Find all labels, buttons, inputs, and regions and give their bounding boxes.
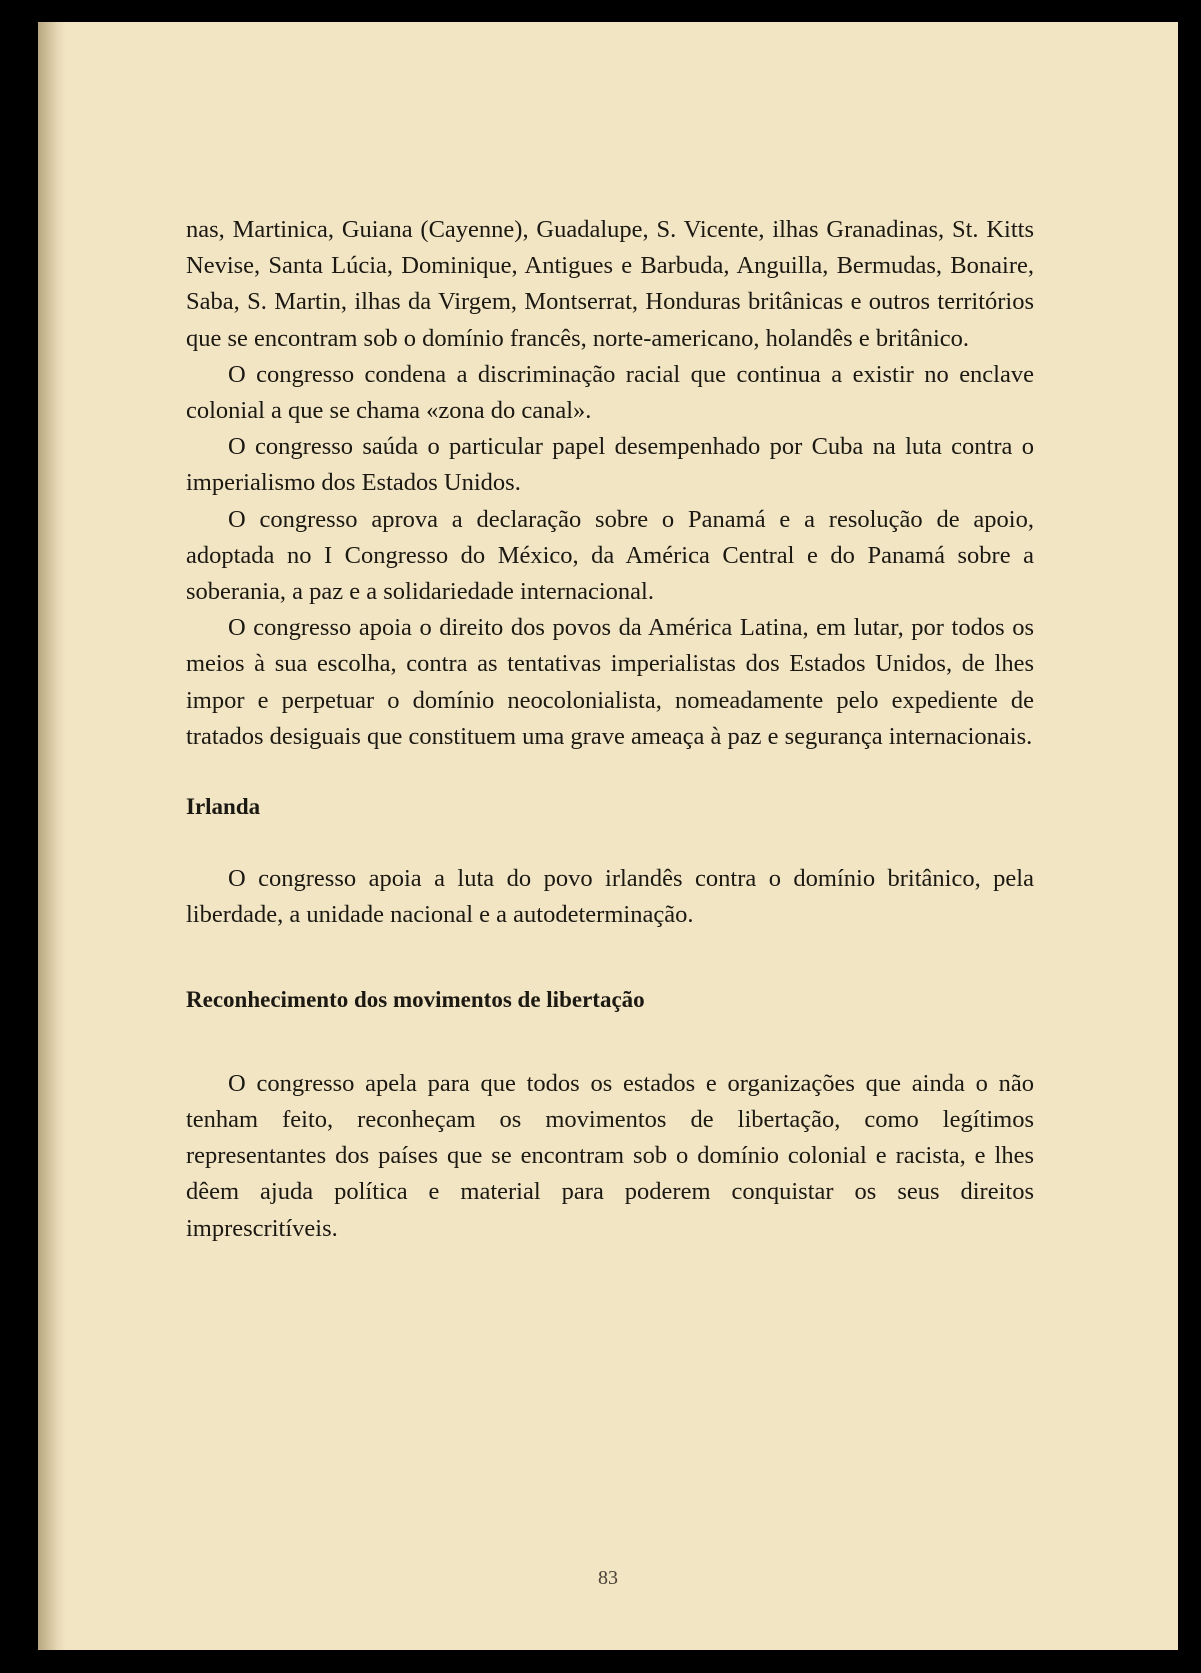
- paragraph-panama: O congresso aprova a declaração sobre o Panamá e a resolução de apoio, adoptada no I Congresso do México, da América Central e do Panamá sobre a soberania, a paz e a solidariedade internacional.: [186, 505, 1034, 606]
- paragraph-irlanda: O congresso apoia a luta do povo irlandês contra o domínio britânico, pela liberdade, a unidade nacional e a autodeterminação.: [186, 865, 1034, 929]
- book-page: [38, 22, 1178, 1650]
- body-text: [186, 212, 1034, 1247]
- paragraph-zona-do-canal: O congresso condena a discriminação racial que continua a existir no enclave colonial a que se chama «zona do canal».: [186, 360, 1034, 425]
- paragraph-cuba: O congresso saúda o particular papel desempenhado por Cuba na luta contra o imperialismo dos Estados Unidos.: [186, 433, 1034, 497]
- page-spine-shadow: [38, 22, 66, 1650]
- section-heading-reconhecimento: Reconhecimento dos movimentos de libertação: [186, 986, 645, 1012]
- paragraph-continued: nas, Martinica, Guiana (Cayenne), Guadalupe, S. Vicente, ilhas Granadinas, St. Kitts Nevise, Santa Lúcia, Dominique, Antigues e Barbuda, Anguilla, Bermudas, Bonaire, Saba, S. Martin, ilhas da Virgem, Montserrat, Honduras britânicas e outros territórios que se encontram sob o domínio francês, norte-americano, holandês e britânico.: [186, 216, 1034, 352]
- section-heading-irlanda: Irlanda: [186, 794, 261, 820]
- paragraph-america-latina: O congresso apoia o direito dos povos da América Latina, em lutar, por todos os meios à sua escolha, contra as tentativas imperialistas dos Estados Unidos, de lhes impor e perpetuar o domínio neocolonialista, nomeadamente pelo expediente de tratados desiguais que constituem uma grave ameaça à paz e segurança internacionais.: [186, 614, 1034, 750]
- paragraph-reconhecimento: O congresso apela para que todos os estados e organizações que ainda o não tenham feito, reconheçam os movimentos de libertação, como legítimos representantes dos países que se encontram sob o domínio colonial e racista, e lhes dêem ajuda política e material para poderem conquistar os seus direitos imprescritíveis.: [186, 1069, 1034, 1242]
- page-number: 83: [598, 1567, 618, 1589]
